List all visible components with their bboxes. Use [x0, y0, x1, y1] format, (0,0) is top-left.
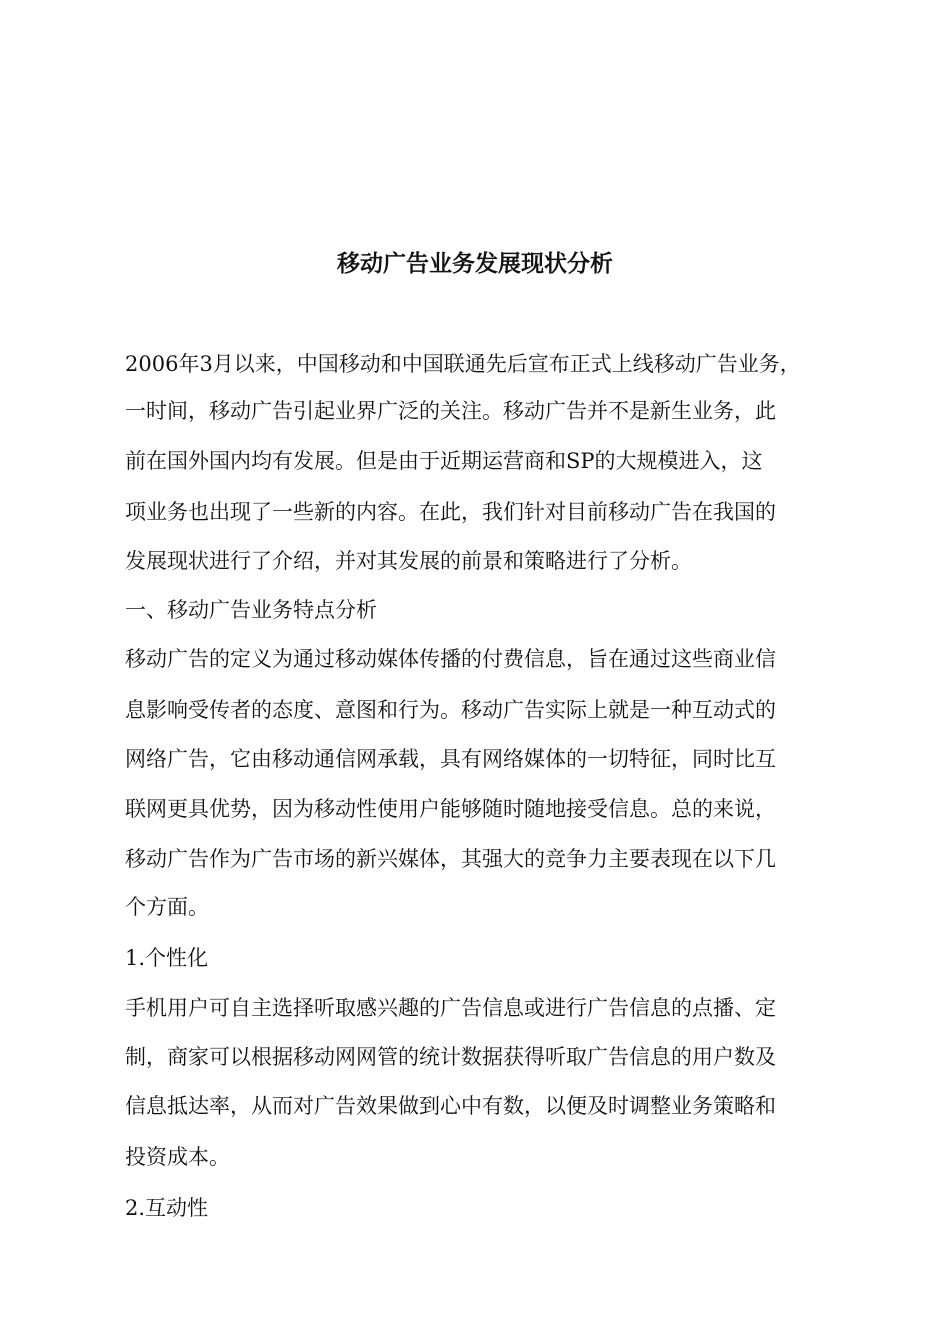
document-title: 移动广告业务发展现状分析: [337, 251, 613, 277]
paragraph-intro-line-2: 一时间，移动广告引起业界广泛的关注。移动广告并不是新生业务，此: [125, 399, 776, 423]
paragraph-personalization-line-1: 手机用户可自主选择听取感兴趣的广告信息或进行广告信息的点播、定: [125, 996, 776, 1020]
paragraph-definition-line-4: 联网更具优势，因为移动性使用户能够随时随地接受信息。总的来说，: [125, 797, 776, 821]
subheading-interactivity: 2.互动性: [125, 1196, 209, 1220]
paragraph-personalization-line-4: 投资成本。: [125, 1145, 230, 1169]
paragraph-intro-line-1: 2006年3月以来，中国移动和中国联通先后宣布正式上线移动广告业务，: [125, 352, 801, 376]
subheading-personalization: 1.个性化: [125, 946, 209, 970]
paragraph-intro-line-5: 发展现状进行了介绍，并对其发展的前景和策略进行了分析。: [125, 549, 692, 573]
paragraph-personalization-line-3: 信息抵达率，从而对广告效果做到心中有数，以便及时调整业务策略和: [125, 1094, 776, 1118]
paragraph-definition-line-6: 个方面。: [125, 895, 209, 919]
paragraph-definition-line-5: 移动广告作为广告市场的新兴媒体，其强大的竞争力主要表现在以下几: [125, 847, 776, 871]
paragraph-intro-line-3: 前在国外国内均有发展。但是由于近期运营商和SP的大规模进入，这: [125, 449, 763, 473]
paragraph-personalization-line-2: 制，商家可以根据移动网网管的统计数据获得听取广告信息的用户数及: [125, 1045, 776, 1069]
section-heading-1: 一、移动广告业务特点分析: [125, 598, 377, 622]
paragraph-definition-line-1: 移动广告的定义为通过移动媒体传播的付费信息，旨在通过这些商业信: [125, 647, 776, 671]
paragraph-definition-line-2: 息影响受传者的态度、意图和行为。移动广告实际上就是一种互动式的: [125, 698, 776, 722]
paragraph-definition-line-3: 网络广告，它由移动通信网承载，具有网络媒体的一切特征，同时比互: [125, 747, 776, 771]
paragraph-intro-line-4: 项业务也出现了一些新的内容。在此，我们针对目前移动广告在我国的: [125, 500, 776, 524]
